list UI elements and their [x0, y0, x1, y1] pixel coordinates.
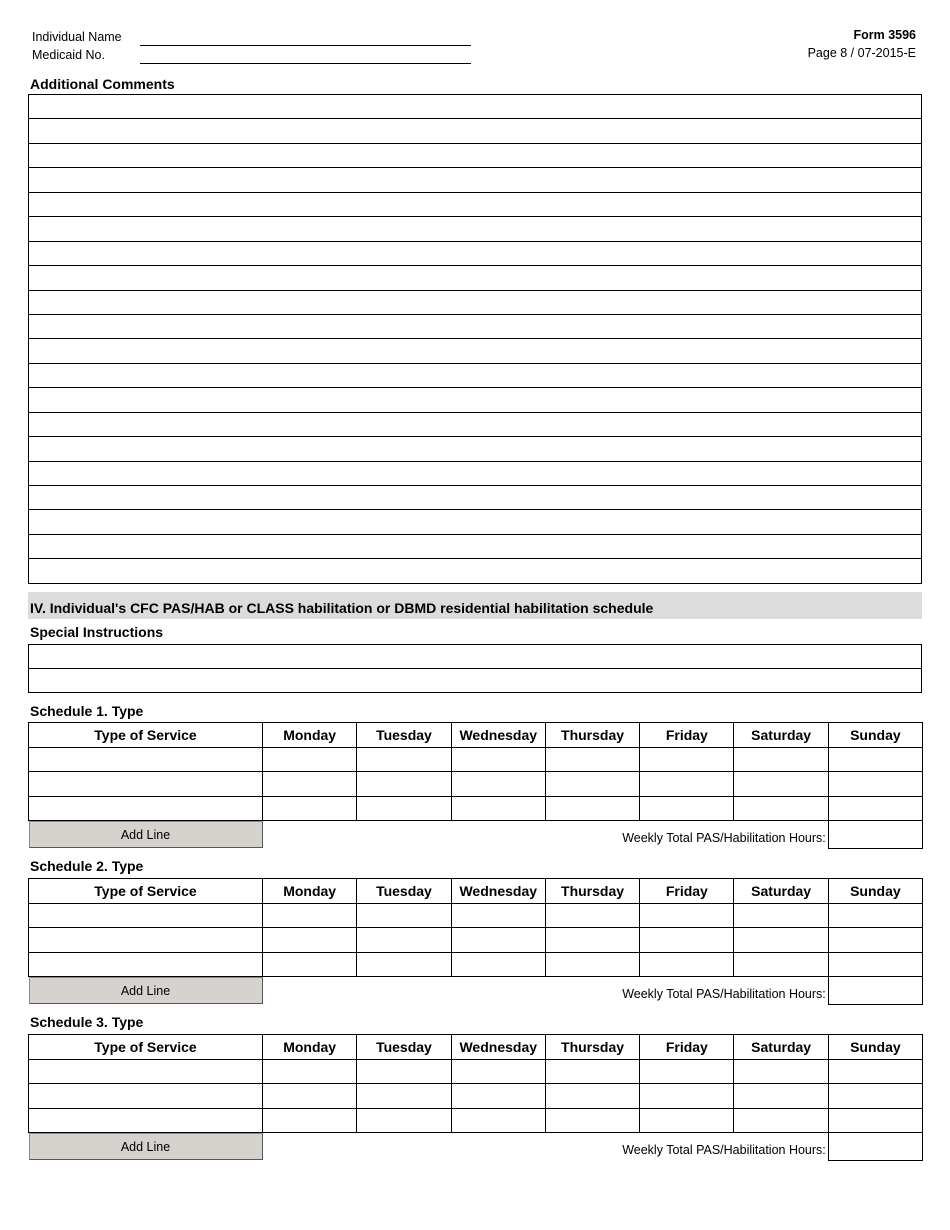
table-row — [29, 1084, 923, 1109]
comment-line[interactable] — [29, 119, 921, 143]
cell[interactable] — [545, 796, 639, 821]
table-row — [29, 796, 923, 821]
cell[interactable] — [357, 1059, 451, 1084]
cell[interactable] — [734, 928, 828, 953]
individual-name-label: Individual Name — [32, 30, 122, 44]
cell[interactable] — [357, 952, 451, 977]
cell[interactable] — [545, 1059, 639, 1084]
cell[interactable] — [734, 1084, 828, 1109]
comment-line[interactable] — [29, 291, 921, 315]
cell[interactable] — [451, 772, 545, 797]
cell[interactable] — [357, 796, 451, 821]
form-number: Form 3596 — [853, 28, 916, 42]
comment-line[interactable] — [29, 462, 921, 486]
cell[interactable] — [451, 1108, 545, 1133]
cell[interactable] — [357, 1084, 451, 1109]
col-monday: Monday — [263, 1035, 357, 1060]
weekly-total-label: Weekly Total PAS/Habilitation Hours: — [622, 831, 826, 845]
cell[interactable] — [828, 1108, 922, 1133]
cell[interactable] — [357, 1108, 451, 1133]
special-instructions-heading: Special Instructions — [30, 624, 164, 640]
col-wednesday: Wednesday — [451, 879, 545, 904]
col-thursday: Thursday — [545, 723, 639, 748]
cell[interactable] — [451, 903, 545, 928]
col-monday: Monday — [263, 723, 357, 748]
cell[interactable] — [29, 903, 263, 928]
cell[interactable] — [828, 747, 922, 772]
cell[interactable] — [640, 952, 734, 977]
cell[interactable] — [451, 747, 545, 772]
comment-line[interactable] — [29, 144, 921, 168]
cell[interactable] — [545, 952, 639, 977]
cell[interactable] — [640, 1059, 734, 1084]
cell[interactable] — [828, 1059, 922, 1084]
weekly-total-label: Weekly Total PAS/Habilitation Hours: — [622, 1143, 826, 1157]
page-info: Page 8 / 07-2015-E — [807, 46, 916, 60]
col-wednesday: Wednesday — [451, 723, 545, 748]
col-thursday: Thursday — [545, 879, 639, 904]
cell[interactable] — [640, 1108, 734, 1133]
additional-comments-area[interactable] — [28, 94, 922, 584]
cell[interactable] — [263, 747, 357, 772]
cell[interactable] — [263, 952, 357, 977]
schedule-3-title: Schedule 3. Type — [30, 1014, 144, 1030]
col-type-of-service: Type of Service — [29, 879, 263, 904]
cell[interactable] — [640, 747, 734, 772]
cell[interactable] — [29, 1084, 263, 1109]
col-type-of-service: Type of Service — [29, 1035, 263, 1060]
cell[interactable] — [640, 1084, 734, 1109]
cell[interactable] — [29, 1059, 263, 1084]
col-monday: Monday — [263, 879, 357, 904]
cell[interactable] — [545, 903, 639, 928]
comment-line[interactable] — [29, 437, 921, 461]
comment-line[interactable] — [29, 193, 921, 217]
cell[interactable] — [734, 772, 828, 797]
add-line-button[interactable]: Add Line — [29, 821, 263, 848]
cell[interactable] — [263, 1084, 357, 1109]
cell[interactable] — [357, 747, 451, 772]
comment-line[interactable] — [29, 242, 921, 266]
schedule-1-table — [28, 722, 923, 849]
comment-line[interactable] — [29, 168, 921, 192]
col-sunday: Sunday — [828, 723, 922, 748]
cell[interactable] — [29, 772, 263, 797]
cell[interactable] — [545, 1084, 639, 1109]
cell[interactable] — [263, 796, 357, 821]
weekly-total-label: Weekly Total PAS/Habilitation Hours: — [622, 987, 826, 1001]
col-sunday: Sunday — [828, 879, 922, 904]
individual-name-field[interactable] — [140, 28, 471, 46]
comment-line[interactable] — [29, 486, 921, 510]
col-tuesday: Tuesday — [357, 879, 451, 904]
table-row — [29, 772, 923, 797]
col-thursday: Thursday — [545, 1035, 639, 1060]
col-friday: Friday — [640, 879, 734, 904]
cell[interactable] — [828, 928, 922, 953]
cell[interactable] — [357, 928, 451, 953]
weekly-total-field[interactable] — [828, 1133, 922, 1161]
schedule-1-title: Schedule 1. Type — [30, 703, 144, 719]
cell[interactable] — [545, 772, 639, 797]
cell[interactable] — [451, 796, 545, 821]
col-sunday: Sunday — [828, 1035, 922, 1060]
cell[interactable] — [357, 772, 451, 797]
cell[interactable] — [734, 1108, 828, 1133]
schedule-2-title: Schedule 2. Type — [30, 858, 144, 874]
cell[interactable] — [451, 1059, 545, 1084]
col-friday: Friday — [640, 1035, 734, 1060]
table-row — [29, 952, 923, 977]
cell[interactable] — [29, 952, 263, 977]
cell[interactable] — [263, 1059, 357, 1084]
cell[interactable] — [263, 928, 357, 953]
instruction-line[interactable] — [29, 645, 921, 669]
cell[interactable] — [263, 772, 357, 797]
comment-line[interactable] — [29, 364, 921, 388]
cell[interactable] — [29, 796, 263, 821]
cell[interactable] — [263, 903, 357, 928]
cell[interactable] — [451, 1084, 545, 1109]
cell[interactable] — [545, 1108, 639, 1133]
cell[interactable] — [451, 928, 545, 953]
cell[interactable] — [828, 903, 922, 928]
schedule-2-table — [28, 878, 923, 1005]
cell[interactable] — [828, 772, 922, 797]
cell[interactable] — [29, 928, 263, 953]
add-line-button[interactable]: Add Line — [29, 1133, 263, 1160]
col-saturday: Saturday — [734, 879, 828, 904]
table-row — [29, 903, 923, 928]
comment-line[interactable] — [29, 535, 921, 559]
col-tuesday: Tuesday — [357, 723, 451, 748]
cell[interactable] — [734, 747, 828, 772]
cell[interactable] — [828, 1084, 922, 1109]
comment-line[interactable] — [29, 559, 921, 583]
table-row — [29, 1108, 923, 1133]
col-saturday: Saturday — [734, 1035, 828, 1060]
comment-line[interactable] — [29, 510, 921, 534]
special-instructions-area[interactable] — [28, 644, 922, 693]
cell[interactable] — [545, 747, 639, 772]
col-type-of-service: Type of Service — [29, 723, 263, 748]
comment-line[interactable] — [29, 413, 921, 437]
cell[interactable] — [29, 1108, 263, 1133]
comment-line[interactable] — [29, 95, 921, 119]
cell[interactable] — [357, 903, 451, 928]
section-iv-title: IV. Individual's CFC PAS/HAB or CLASS habilitation or DBMD residential habilitation schedule — [28, 592, 922, 619]
weekly-total-field[interactable] — [828, 821, 922, 849]
additional-comments-heading: Additional Comments — [30, 76, 175, 92]
comment-line[interactable] — [29, 388, 921, 412]
medicaid-no-label: Medicaid No. — [32, 48, 105, 62]
weekly-total-field[interactable] — [828, 977, 922, 1005]
col-tuesday: Tuesday — [357, 1035, 451, 1060]
cell[interactable] — [734, 903, 828, 928]
cell[interactable] — [640, 796, 734, 821]
col-wednesday: Wednesday — [451, 1035, 545, 1060]
cell[interactable] — [263, 1108, 357, 1133]
medicaid-no-field[interactable] — [140, 46, 471, 64]
cell[interactable] — [734, 952, 828, 977]
cell[interactable] — [828, 796, 922, 821]
comment-line[interactable] — [29, 315, 921, 339]
table-row — [29, 747, 923, 772]
col-saturday: Saturday — [734, 723, 828, 748]
cell[interactable] — [734, 796, 828, 821]
cell[interactable] — [640, 928, 734, 953]
col-friday: Friday — [640, 723, 734, 748]
comment-line[interactable] — [29, 266, 921, 290]
schedule-3-table — [28, 1034, 923, 1161]
cell[interactable] — [734, 1059, 828, 1084]
table-row — [29, 1059, 923, 1084]
comment-line[interactable] — [29, 217, 921, 241]
cell[interactable] — [640, 903, 734, 928]
add-line-button[interactable]: Add Line — [29, 977, 263, 1004]
cell[interactable] — [29, 747, 263, 772]
comment-line[interactable] — [29, 339, 921, 363]
cell[interactable] — [640, 772, 734, 797]
instruction-line[interactable] — [29, 669, 921, 693]
cell[interactable] — [828, 952, 922, 977]
table-row — [29, 928, 923, 953]
cell[interactable] — [545, 928, 639, 953]
cell[interactable] — [451, 952, 545, 977]
